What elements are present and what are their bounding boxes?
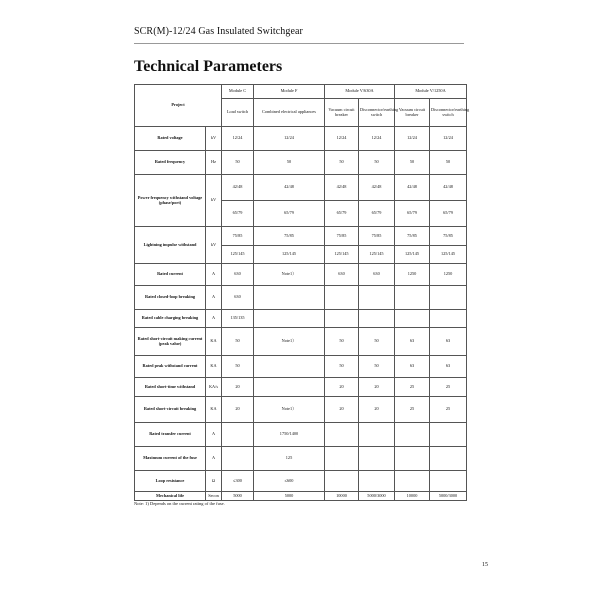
- table-row: [135, 378, 467, 397]
- table-cell: 125/145: [395, 246, 430, 264]
- table-row: [135, 471, 467, 492]
- table-cell: [430, 447, 467, 471]
- table-cell: 12/24: [359, 127, 395, 151]
- table-cell: 50: [325, 328, 359, 356]
- sub-header: Vacuum circuit breaker: [325, 99, 359, 127]
- table-row: [135, 227, 467, 246]
- table-cell: 125/145: [254, 246, 325, 264]
- table-row: [135, 492, 467, 501]
- table-cell: [254, 356, 325, 378]
- table-cell: [395, 286, 430, 310]
- table-cell: 50: [325, 356, 359, 378]
- table-cell: [395, 423, 430, 447]
- table-row: [135, 151, 467, 175]
- row-unit: A: [206, 423, 222, 447]
- row-unit: KA: [206, 328, 222, 356]
- table-cell: 1250: [395, 264, 430, 286]
- table-cell: [359, 423, 395, 447]
- table-cell: [359, 471, 395, 492]
- table-cell: 20: [359, 397, 395, 423]
- table-cell: 75/85: [430, 227, 467, 246]
- sub-header: Load switch: [222, 99, 254, 127]
- table-cell: 20: [325, 397, 359, 423]
- table-cell: [254, 310, 325, 328]
- table-cell: 63: [395, 328, 430, 356]
- row-unit: A: [206, 264, 222, 286]
- table-cell: 20: [359, 378, 395, 397]
- header-divider: [134, 43, 464, 44]
- table-cell: Note1）: [254, 328, 325, 356]
- table-cell: 25: [395, 378, 430, 397]
- row-label: Rated closed-loop breaking: [135, 286, 206, 310]
- row-label: Rated peak withstand current: [135, 356, 206, 378]
- table-cell: 10000: [325, 492, 359, 501]
- page-number: 15: [482, 562, 488, 568]
- table-row: [135, 85, 467, 99]
- table-cell: 630: [359, 264, 395, 286]
- table-cell: Note1）: [254, 397, 325, 423]
- table-cell: 5000/3000: [359, 492, 395, 501]
- table-row: [135, 423, 467, 447]
- table-cell: 20: [325, 378, 359, 397]
- table-cell: 50: [222, 151, 254, 175]
- row-label: Maximum current of the fuse: [135, 447, 206, 471]
- table-cell: 12/24: [254, 127, 325, 151]
- table-cell: 42/48: [430, 175, 467, 201]
- project-header: Project: [135, 85, 222, 127]
- table-cell: 42/48: [395, 175, 430, 201]
- table-cell: 63: [395, 356, 430, 378]
- row-label: Lightning impulse withstand: [135, 227, 206, 264]
- table-cell: 125/145: [222, 246, 254, 264]
- table-cell: 63: [430, 328, 467, 356]
- table-footnote: Note: 1) Depends on the current rating of the fuse.: [134, 501, 225, 506]
- sub-header: Disconnector/earthing switch: [359, 99, 395, 127]
- table-cell: 125/145: [359, 246, 395, 264]
- table-cell: 50: [430, 151, 467, 175]
- table-cell: ≤600: [254, 471, 325, 492]
- row-label: Rated transfer current: [135, 423, 206, 447]
- table-cell: [359, 286, 395, 310]
- row-unit: KA: [206, 397, 222, 423]
- row-unit: Secon: [206, 492, 222, 501]
- table-cell: 75/85: [395, 227, 430, 246]
- table-row: [135, 127, 467, 151]
- table-cell: 12/24: [395, 127, 430, 151]
- table-cell: 1250: [430, 264, 467, 286]
- table-cell: 65/79: [430, 201, 467, 227]
- table-cell: 125/145: [430, 246, 467, 264]
- table-cell: [222, 447, 254, 471]
- table-cell: [325, 310, 359, 328]
- table-cell: [430, 286, 467, 310]
- row-unit: A: [206, 447, 222, 471]
- table-cell: ≤300: [222, 471, 254, 492]
- table-cell: 65/79: [254, 201, 325, 227]
- table-cell: 25: [395, 397, 430, 423]
- table-cell: 135/135: [222, 310, 254, 328]
- table-cell: [395, 447, 430, 471]
- table-cell: [359, 447, 395, 471]
- technical-parameters-table: [134, 84, 470, 501]
- table-cell: 50: [325, 151, 359, 175]
- row-label: Rated short-time withstand: [135, 378, 206, 397]
- sub-header: Disconnector/earthing switch: [430, 99, 467, 127]
- table-cell: 50: [222, 356, 254, 378]
- table-cell: [254, 286, 325, 310]
- table-cell: 25: [430, 397, 467, 423]
- row-label: Mechanical life: [135, 492, 206, 501]
- table-cell: 50: [254, 151, 325, 175]
- table-cell: 50: [359, 151, 395, 175]
- table-cell: [430, 310, 467, 328]
- row-unit: A: [206, 286, 222, 310]
- table-cell: 63: [430, 356, 467, 378]
- table-cell: 42/48: [359, 175, 395, 201]
- table-cell: 10000: [395, 492, 430, 501]
- table-cell: 5000: [222, 492, 254, 501]
- table-cell: 12/24: [430, 127, 467, 151]
- table-row: [135, 286, 467, 310]
- table-row: [135, 397, 467, 423]
- row-label: Rated voltage: [135, 127, 206, 151]
- table-cell: 50: [222, 328, 254, 356]
- sub-header: Combined electrical appliances: [254, 99, 325, 127]
- table-cell: 75/85: [222, 227, 254, 246]
- table-cell: 50: [359, 356, 395, 378]
- row-label: Rated frequency: [135, 151, 206, 175]
- table-cell: [325, 423, 359, 447]
- table-cell: 42/48: [325, 175, 359, 201]
- table-cell: [395, 471, 430, 492]
- table-row: [135, 310, 467, 328]
- table-cell: 75/85: [359, 227, 395, 246]
- row-unit: KA/s: [206, 378, 222, 397]
- table-cell: [222, 423, 254, 447]
- row-unit: Hz: [206, 151, 222, 175]
- table-row: [135, 264, 467, 286]
- table-cell: 65/79: [395, 201, 430, 227]
- table-cell: 50: [395, 151, 430, 175]
- table-cell: 5000: [254, 492, 325, 501]
- module-header: Module V/630A: [325, 85, 395, 99]
- table-cell: [254, 378, 325, 397]
- table-cell: 65/79: [359, 201, 395, 227]
- module-header: Module F: [254, 85, 325, 99]
- table-cell: 50: [359, 328, 395, 356]
- table-cell: 75/85: [325, 227, 359, 246]
- table-cell: 630: [325, 264, 359, 286]
- row-label: Rated short-circuit breaking: [135, 397, 206, 423]
- table-cell: 12/24: [222, 127, 254, 151]
- row-label: Rated short-circuit making current (peak value): [135, 328, 206, 356]
- row-unit: Ω: [206, 471, 222, 492]
- table-cell: Note1）: [254, 264, 325, 286]
- page-title: Technical Parameters: [134, 58, 283, 75]
- table-cell: [325, 286, 359, 310]
- table-cell: 5000/3000: [430, 492, 467, 501]
- table-cell: 1750/1400: [254, 423, 325, 447]
- table-cell: 25: [430, 378, 467, 397]
- table-cell: 65/79: [325, 201, 359, 227]
- row-label: Loop resistance: [135, 471, 206, 492]
- row-label: Rated current: [135, 264, 206, 286]
- table-cell: [325, 447, 359, 471]
- row-label: Power frequency withstand voltage (phase/port): [135, 175, 206, 227]
- row-unit: KA: [206, 356, 222, 378]
- table-row: [135, 175, 467, 201]
- table-row: [135, 447, 467, 471]
- row-unit: kV: [206, 127, 222, 151]
- table-cell: 630: [222, 286, 254, 310]
- module-header: Module V/1250A: [395, 85, 467, 99]
- table-cell: 125/145: [325, 246, 359, 264]
- table-cell: 125: [254, 447, 325, 471]
- table-cell: [325, 471, 359, 492]
- table-cell: 12/24: [325, 127, 359, 151]
- table-row: [135, 328, 467, 356]
- row-unit: kV: [206, 227, 222, 264]
- sub-header: Vacuum circuit breaker: [395, 99, 430, 127]
- table-cell: 42/48: [222, 175, 254, 201]
- document-header: SCR(M)-12/24 Gas Insulated Switchgear: [134, 26, 303, 37]
- table-cell: [359, 310, 395, 328]
- table-cell: [395, 310, 430, 328]
- table-row: [135, 356, 467, 378]
- row-label: Rated cable charging breaking: [135, 310, 206, 328]
- row-unit: kV: [206, 175, 222, 227]
- table-cell: [430, 471, 467, 492]
- module-header: Module C: [222, 85, 254, 99]
- table-cell: 42/48: [254, 175, 325, 201]
- table-cell: 20: [222, 378, 254, 397]
- table-cell: 65/79: [222, 201, 254, 227]
- table-cell: [430, 423, 467, 447]
- table-cell: 20: [222, 397, 254, 423]
- row-unit: A: [206, 310, 222, 328]
- table-cell: 75/85: [254, 227, 325, 246]
- table-cell: 630: [222, 264, 254, 286]
